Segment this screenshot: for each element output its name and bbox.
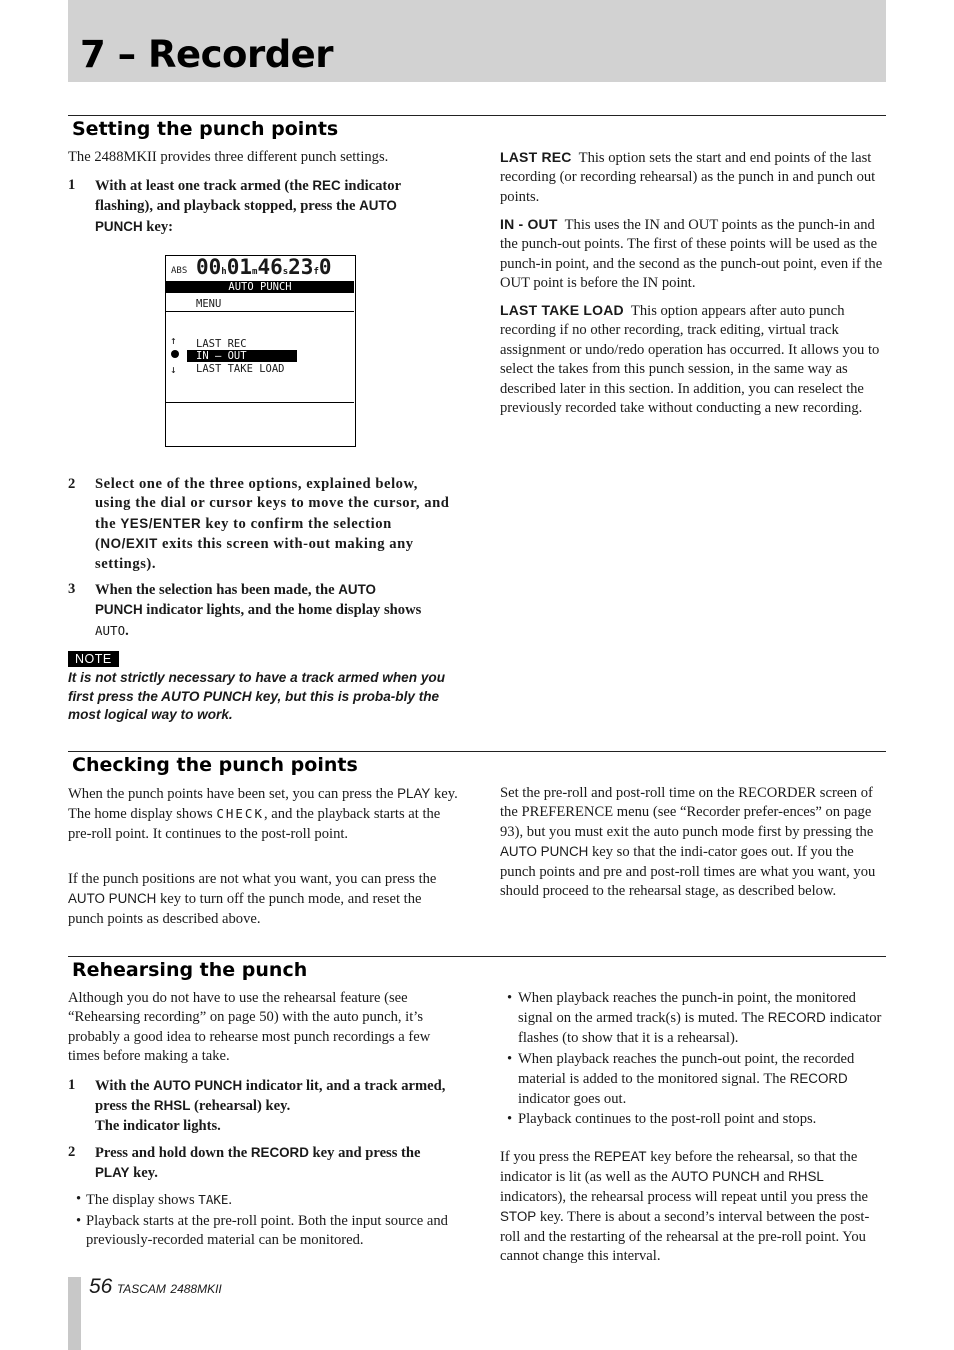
footer-model: 2488MKII <box>170 1282 222 1296</box>
list-item: • Playback starts at the pre-roll point. Both the input source and previously-recorded material can be monitored. <box>76 1213 448 1249</box>
section-heading: Rehearsing the punch <box>72 959 308 981</box>
list-item: • Playback continues to the post-roll point and stops. <box>507 1111 817 1127</box>
lcd-menu-item-last-take-load: LAST TAKE LOAD <box>196 363 285 375</box>
note-label: NOTE <box>68 650 119 668</box>
repeat-paragraph: If you press the REPEAT key before the rehearsal, so that the indicator is lit (as well as the AUTO PUNCH and RHSL indicators), the rehearsal process will repeat until you press the STOP key. There is about a second’s interval between the post-roll and the restarting of the rehearsal at the pre-roll point. You cannot change this interval. <box>500 1149 870 1265</box>
section-rule <box>68 956 886 957</box>
check-paragraph-3: Set the pre-roll and post-roll time on the RECORDER screen of the PREFERENCE menu (see “Recorder prefer-ences” on page 93), but you must exit the auto punch mode first by pressing the AUTO PUNCH key so that the indi-cator goes out. If you the punch points and pre and post-roll times are what you want, you should proceed to the rehearsal stage, as described below. <box>500 785 876 900</box>
section-rule <box>68 751 886 752</box>
step-3: 3 When the selection has been made, the AUTO PUNCH indicator lights, and the home display shows AUTO. <box>68 581 422 639</box>
intro-text: The 2488MKII provides three different punch settings. <box>68 149 389 165</box>
option-last-take-load: LAST TAKE LOAD This option appears after auto punch recording if no other recording, track editing, virtual track assignment or undo/redo operation has occurred. It allows you to select the takes from this punch session, in the same way as described later in this section. In addition, you can reselect the previously recorded take without conducting a new recording. <box>500 302 880 417</box>
rehearse-step-2: 2 Press and hold down the RECORD key and press the PLAY key. <box>68 1144 421 1182</box>
chapter-title: 7 – Recorder <box>80 33 334 76</box>
section-rule <box>68 115 886 116</box>
list-item: • When playback reaches the punch-in point, the monitored signal on the armed track(s) is muted. The RECORD indicator flashes (to show that it is a rehearsal). <box>507 990 882 1046</box>
down-arrow-icon: ↓ <box>170 363 177 376</box>
dial-icon <box>171 350 179 358</box>
page-footer <box>89 1275 222 1299</box>
list-item: • The display shows TAKE. <box>76 1191 233 1208</box>
rehearse-step-1: 1 With the AUTO PUNCH indicator lit, and a track armed, press the RHSL (rehearsal) key. The indicator lights. <box>68 1077 446 1134</box>
lcd-title-band: AUTO PUNCH <box>166 281 354 293</box>
up-arrow-icon: ↑ <box>170 334 177 347</box>
lcd-screen <box>165 255 356 447</box>
section-heading: Checking the punch points <box>72 754 358 776</box>
lcd-menu-item-last-rec: LAST REC <box>196 338 247 350</box>
lcd-menu-item-in-out: IN – OUT <box>187 350 297 362</box>
footer-brand: TASCAM <box>116 1282 166 1296</box>
lcd-time-readout: 00h01m46s23f0 <box>196 255 332 279</box>
rehearse-intro: Although you do not have to use the rehearsal feature (see “Rehearsing recording” on page 50) with the auto punch, it’s probably a good idea to rehearse most punch recordings a few times before making a take. <box>68 990 431 1065</box>
option-last-rec: LAST REC This option sets the start and end points of the last recording (or recording rehearsal) as the punch in and punch out points. <box>500 149 876 205</box>
step-1: 1 With at least one track armed (the REC indicator flashing), and playback stopped, press the AUTO PUNCH key: <box>68 177 401 235</box>
check-paragraph-1: When the punch points have been set, you can press the PLAY key. The home display shows CHECK, and the playback starts at the pre-roll point. It continues to the post-roll point. <box>68 786 458 842</box>
lcd-menu-label: MENU <box>196 298 222 310</box>
step-2: 2 Select one of the three options, explained below, using the dial or cursor keys to move the cursor, and the YES/ENTER key to confirm the selection (NO/EXIT exits this screen with-out making any settings). <box>68 476 450 572</box>
lcd-abs-label: ABS <box>171 266 188 276</box>
check-paragraph-2: If the punch positions are not what you want, you can press the AUTO PUNCH key to turn off the punch mode, and reset the punch points as described above. <box>68 871 437 927</box>
footer-bar <box>68 1277 81 1350</box>
page-number: 56 <box>89 1275 113 1298</box>
list-item: • When playback reaches the punch-out point, the recorded material is added to the monitored signal. The RECORD indicator goes out. <box>507 1051 855 1107</box>
note-text: It is not strictly necessary to have a track armed when you first press the AUTO PUNCH key, but this is proba-bly the most logical way to work. <box>68 670 445 723</box>
option-in-out: IN - OUT This uses the IN and OUT points as the punch-in and the punch-out points. The first of these points will be used as the punch-in point, and the second as the punch-out point, even if the OUT point is before the IN point. <box>500 216 883 292</box>
section-heading: Setting the punch points <box>72 118 339 140</box>
